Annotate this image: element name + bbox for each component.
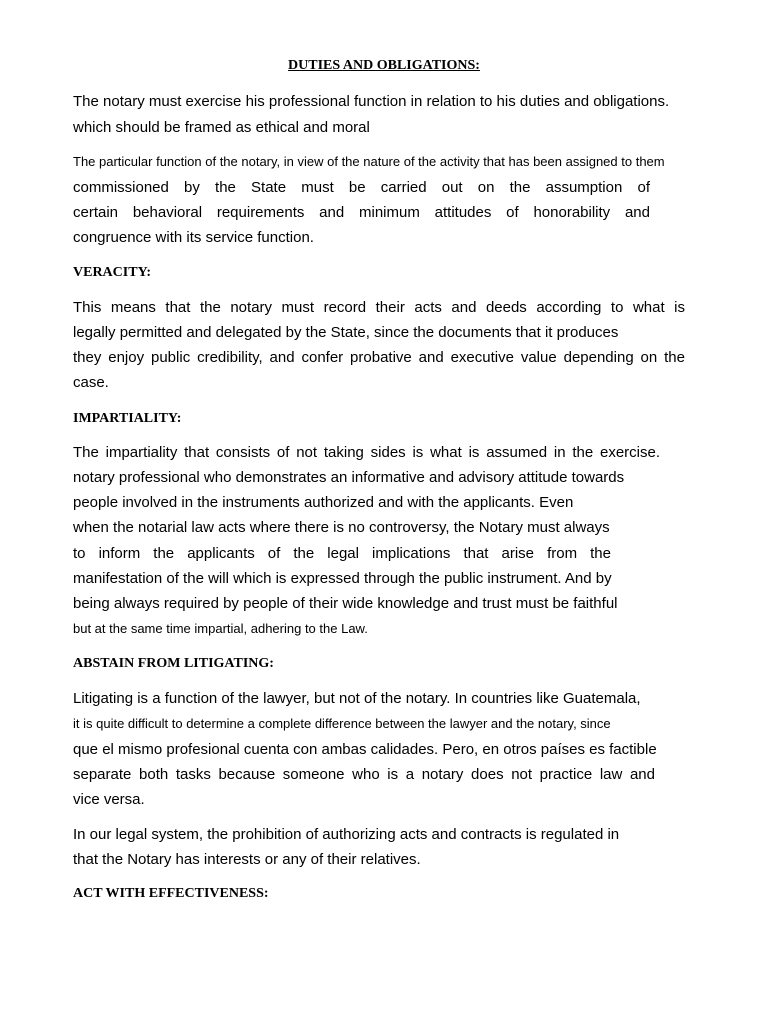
veracity-heading: VERACITY: <box>73 265 152 280</box>
abstain-line-2: it is quite difficult to determine a complete difference between the lawyer and the notary, since <box>73 716 611 731</box>
veracity-line-4: case. <box>73 374 109 391</box>
effectiveness-heading: ACT WITH EFFECTIVENESS: <box>73 886 269 901</box>
impartiality-line-2: notary professional who demonstrates an informative and advisory attitude towards <box>73 469 625 486</box>
impartiality-line-1: The impartiality that consists of not taking sides is what is assumed in the exercise. <box>73 444 660 461</box>
abstain-heading: ABSTAIN FROM LITIGATING: <box>73 656 274 671</box>
impartiality-heading: IMPARTIALITY: <box>73 411 182 426</box>
impartiality-line-6: manifestation of the will which is expressed through the public instrument. And by <box>73 570 612 587</box>
impartiality-line-3: people involved in the instruments authorized and with the applicants. Even <box>73 494 574 511</box>
legal-line-2: that the Notary has interests or any of their relatives. <box>73 851 421 868</box>
para2-line-4: congruence with its service function. <box>73 229 314 246</box>
abstain-line-5: vice versa. <box>73 791 145 808</box>
impartiality-line-8: but at the same time impartial, adhering to the Law. <box>73 621 368 636</box>
intro-line-1: The notary must exercise his professional function in relation to his duties and obligations. <box>73 93 670 110</box>
impartiality-line-5: to inform the applicants of the legal implications that arise from the <box>73 545 611 562</box>
abstain-line-4: separate both tasks because someone who is a notary does not practice law and <box>73 766 655 783</box>
para2-line-3: certain behavioral requirements and minimum attitudes of honorability and <box>73 204 650 221</box>
page-title: DUTIES AND OBLIGATIONS: <box>288 58 480 73</box>
legal-line-1: In our legal system, the prohibition of authorizing acts and contracts is regulated in <box>73 826 620 843</box>
veracity-line-2: legally permitted and delegated by the State, since the documents that it produces <box>73 324 619 341</box>
veracity-line-3: they enjoy public credibility, and confer probative and executive value depending on the <box>73 349 685 366</box>
impartiality-line-7: being always required by people of their wide knowledge and trust must be faithful <box>73 595 618 612</box>
intro-line-2: which should be framed as ethical and moral <box>73 119 370 136</box>
abstain-line-3: que el mismo profesional cuenta con ambas calidades. Pero, en otros países es factible <box>73 741 657 758</box>
para2-line-2: commissioned by the State must be carried out on the assumption of <box>73 179 650 196</box>
veracity-line-1: This means that the notary must record their acts and deeds according to what is <box>73 299 685 316</box>
para2-line-1: The particular function of the notary, in view of the nature of the activity that has been assigned to them <box>73 154 665 169</box>
abstain-line-1: Litigating is a function of the lawyer, but not of the notary. In countries like Guatemala, <box>73 690 641 707</box>
impartiality-line-4: when the notarial law acts where there is no controversy, the Notary must always <box>73 519 610 536</box>
